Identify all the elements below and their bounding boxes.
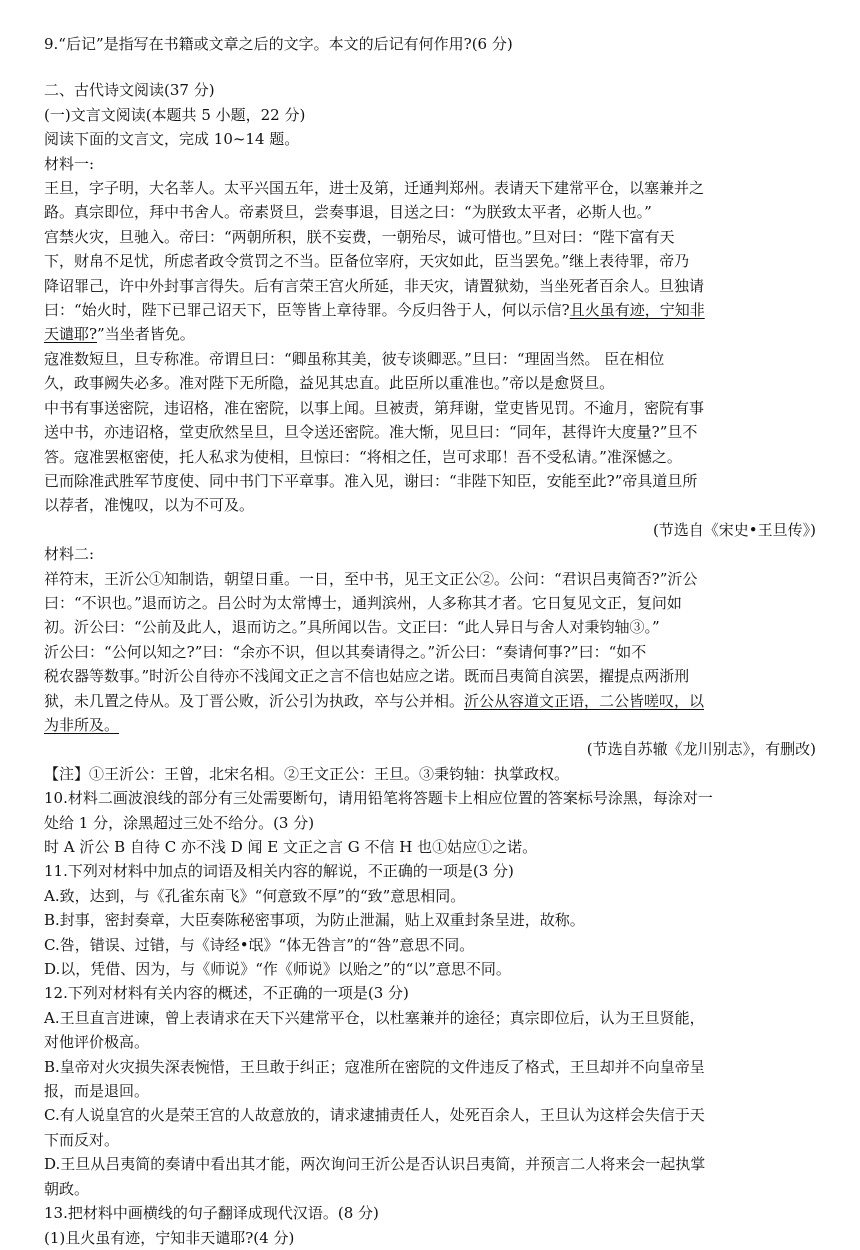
material-1-line: 已而除准武胜军节度使、同中书门下平章事。准入见，谢曰：“非陛下知臣，安能至此?”帝具道旦所 [44,471,698,490]
text-span: ”当坐者皆免。 [97,325,195,344]
question-12-option-a: A.王旦直言进谏，曾上表请求在天下兴建常平仓，以杜塞兼并的途径；真宗即位后，认为王旦贤能， [44,1008,705,1027]
text-span: 狱，未几置之侍从。及丁晋公败，沂公引为执政，卒与公并相。 [44,691,465,710]
annotation-note: 【注】①王沂公：王曾，北宋名相。②王文正公：王旦。③秉钧轴：执掌政权。 [44,764,570,783]
material-2-line: 初。沂公曰：“公前及此人，退而访之。”具所闻以告。文正曰：“此人异日与舍人对秉钧轴③。” [44,618,660,637]
material-1-line [44,298,816,322]
underlined-sentence: 且火虽有迹，宁知非 [569,301,705,320]
question-12-option-a: 对他评价极高。 [44,1033,150,1052]
material-1-line: 路。真宗即位，拜中书舍人。帝素贤旦，尝奏事退，目送之曰：“为朕致太平者，必斯人也。” [44,203,652,222]
question-13-stem: 13.把材料中画横线的句子翻译成现代汉语。(8 分) [44,1204,379,1223]
question-10-stem: 处给 1 分，涂黑超过三处不给分。(3 分) [44,813,315,832]
question-12-option-d: D.王旦从吕夷简的奏请中看出其才能，两次询问王沂公是否认识吕夷简，并预言二人将来会一起执掌 [44,1155,706,1174]
material-2-line [44,713,816,737]
section-2-title: 二、古代诗文阅读(37 分) [44,81,215,100]
material-1-source: (节选自《宋史•王旦传》) [652,520,816,539]
material-1-line: 王旦，字子明，大名莘人。太平兴国五年，进士及第，迁通判郑州。表请天下建常平仓，以塞兼并之 [44,179,705,198]
question-10-options: 时 A 沂公 B 自待 C 亦不浅 D 闻 E 文正之言 G 不信 H 也①姑应①之诺。 [44,838,538,856]
material-2-source: (节选自苏辙《龙川别志》，有删改) [586,740,816,759]
section-2-subtitle: (一)文言文阅读(本题共 5 小题，22 分) [44,105,306,124]
question-12-option-b: B.皇帝对火灾损失深表惋惜，王旦敢于纠正；寇准所在密院的文件违反了格式，王旦却并不向皇帝呈 [44,1057,705,1076]
material-1-line: 送中书，亦违诏格，堂吏欣然呈旦，旦令送还密院。准大惭，见旦曰：“同年，甚得许大度量?”旦不 [44,423,698,442]
question-11-stem: 11.下列对材料中加点的词语及相关内容的解说，不正确的一项是(3 分) [44,862,514,881]
material-1-label: 材料一: [44,154,95,173]
question-12-option-c: C.有人说皇宫的火是荣王宫的人故意放的，请求逮捕责任人，处死百余人，王旦认为这样会失信于天 [44,1106,705,1125]
material-2-label: 材料二: [44,545,95,564]
underlined-sentence: 天谴耶? [44,325,98,344]
spacer [44,56,816,78]
material-1-line: 降诏罪己，许中外封事言得失。后有言荣王宫火所延，非天灾，请置狱劾，当坐死者百余人。旦独请 [44,276,705,295]
material-2-line: 祥符末，王沂公①知制诰，朝望日重。一日，至中书，见王文正公②。公问：“君识吕夷简否?”沂公 [44,569,698,588]
material-2-line: 曰：“不识也。”退而访之。吕公时为太常博士，通判滨州，人多称其才者。它日复见文正，复问如 [44,593,682,612]
material-1-line: 中书有事送密院，违诏格，准在密院，以事上闻。旦被责，第拜谢，堂吏皆见罚。不逾月，密院有事 [44,398,705,417]
question-12-option-b: 报，而是退回。 [44,1082,150,1101]
material-2-line: 沂公曰：“公何以知之?”曰：“余亦不识，但以其奏请得之。”沂公曰：“奏请何事?”曰：“如不 [44,642,647,661]
question-9: 9.“后记”是指写在书籍或文章之后的文字。本文的后记有何作用?(6 分) [44,35,513,53]
material-1-line: 久，政事阙失必多。准对陛下无所隐，益见其忠直。此臣所以重准也。”帝以是愈贤旦。 [44,374,615,393]
material-1-line: 宫禁火灾，旦驰入。帝曰：“两朝所积，朕不妄费，一朝殆尽，诚可惜也。”旦对曰：“陛下富有天 [44,227,675,246]
material-1-line: 以荐者，准愧叹，以为不可及。 [44,496,255,515]
question-12-option-c: 下而反对。 [44,1130,120,1149]
material-2-line: 税农器等数事。”时沂公自待亦不浅闻文正之言不信也姑应之诺。既而吕夷简自滨罢，擢提点两浙刑 [44,667,690,686]
section-2-instruction: 阅读下面的文言文，完成 10~14 题。 [44,130,300,149]
question-12-option-d: 朝政。 [44,1179,90,1198]
question-11-option-b: B.封事，密封奏章，大臣奏陈秘密事项，为防止泄漏，贴上双重封条呈进，故称。 [44,911,585,930]
material-1-line: 下，财帛不足忧，所虑者政令赏罚之不当。臣备位宰府，天灾如此，臣当罢免。”继上表待罪，帝乃 [44,252,690,271]
underlined-sentence: 沂公从容道文正语，二公皆嗟叹，以 [464,691,705,710]
material-1-line: 答。寇准罢枢密使，托人私求为使相，旦惊曰：“将相之任，岂可求耶！吾不受私请。”准深憾之。 [44,447,682,466]
material-2-line [44,689,816,713]
question-13-sub-1: (1)且火虽有迹，宁知非天谴耶?(4 分) [44,1228,295,1247]
material-1-line: 寇准数短旦，旦专称准。帝谓旦曰：“卿虽称其美，彼专谈卿恶。”旦曰：“理固当然。 臣在相位 [44,349,665,368]
question-10-stem: 10.材料二画波浪线的部分有三处需要断句，请用铅笔将答题卡上相应位置的答案标号涂黑，每涂对一 [44,789,713,808]
question-11-option-a: A.致，达到，与《孔雀东南飞》“何意致不厚”的“致”意思相同。 [44,886,466,905]
underlined-sentence: 为非所及。 [44,715,120,734]
material-1-line [44,322,816,346]
text-span: 曰：“始火时，陛下已罪己诏天下，臣等皆上章待罪。今反归咎于人，何以示信? [44,301,570,320]
question-12-stem: 12.下列对材料有关内容的概述，不正确的一项是(3 分) [44,984,409,1003]
question-11-option-d: D.以，凭借、因为，与《师说》“作《师说》以贻之”的“以”意思不同。 [44,960,511,979]
question-11-option-c: C.咎，错误、过错，与《诗经•氓》“体无咎言”的“咎”意思不同。 [44,935,475,954]
